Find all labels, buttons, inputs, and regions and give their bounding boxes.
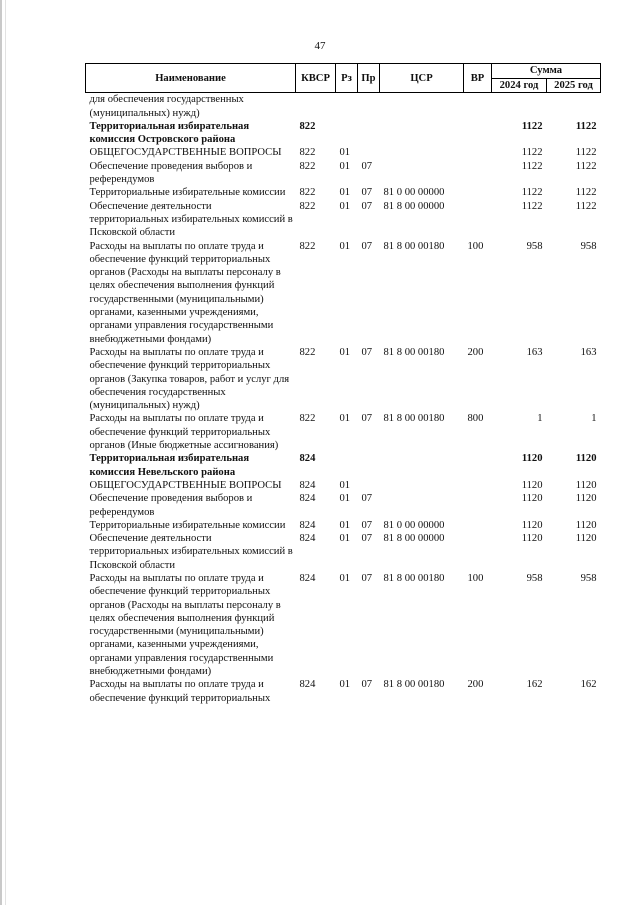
cell-sum-2024: 958 [526,240,543,252]
cell-kvsr: 824 [299,453,316,465]
cell-vr: 200 [467,346,484,358]
table-row [86,479,601,492]
cell-vr [464,519,492,532]
cell-sum-2024: 1122 [521,120,543,132]
cell-rz: 01 [339,479,351,491]
cell-sum-2025: 1122 [575,160,597,172]
cell-rz [336,120,358,147]
cell-csr [380,160,464,187]
cell-name: Территориальная избирательная комиссия Островского района [89,120,250,146]
table-row [86,452,601,479]
cell-name: Расходы на выплаты по оплате труда и обеспечение функций территориальных органов (Иные бюджетные ассигнования) [89,413,279,452]
cell-pr: 07 [361,346,373,358]
cell-name: Территориальная избирательная комиссия Невельского района [89,453,250,478]
cell-name: ОБЩЕГОСУДАРСТВЕННЫЕ ВОПРОСЫ [89,147,282,159]
cell-csr [380,93,464,120]
cell-pr: 07 [361,413,373,425]
cell-sum-2024: 1122 [521,200,543,212]
cell-csr: 81 8 00 00180 [383,572,445,584]
cell-kvsr: 822 [299,160,316,172]
cell-name: Территориальные избирательные комиссии [89,187,286,199]
cell-rz: 01 [339,493,351,505]
cell-kvsr: 822 [299,346,316,358]
cell-sum-2024: 1120 [521,453,543,465]
cell-name: для обеспечения государственных (муниципальных) нужд) [89,94,244,119]
cell-sum-2024: 958 [526,572,543,584]
table-row [86,492,601,519]
cell-csr: 81 8 00 00180 [383,679,445,691]
table-header [86,64,601,93]
table-row [86,519,601,532]
cell-csr: 81 0 00 00000 [383,187,445,199]
cell-sum-2024: 1120 [521,519,543,531]
cell-vr [464,146,492,159]
cell-kvsr: 822 [299,147,316,159]
header-pr: Пр [358,64,380,93]
cell-vr: 100 [467,572,484,584]
cell-sum-2024: 163 [526,346,543,358]
table-row [86,532,601,572]
cell-sum-2025: 1122 [575,200,597,212]
cell-kvsr: 824 [299,533,316,545]
header-vr: ВР [464,64,492,93]
header-kvsr: КВСР [296,64,336,93]
cell-pr [358,93,380,120]
cell-pr: 07 [361,240,373,252]
cell-rz: 01 [339,200,351,212]
cell-name: Территориальные избирательные комиссии [89,519,286,531]
cell-name: Обеспечение проведения выборов и референдумов [89,160,253,186]
cell-sum-2024: 1120 [521,479,543,491]
header-name: Наименование [86,64,296,93]
table-row [86,678,601,705]
cell-rz: 01 [339,240,351,252]
cell-pr [358,452,380,479]
cell-csr: 81 8 00 00000 [383,200,445,212]
cell-sum-2025: 162 [580,679,597,691]
cell-rz: 01 [339,147,351,159]
scan-edge [0,0,2,905]
table-row [86,412,601,452]
cell-kvsr: 824 [299,479,316,491]
cell-kvsr [296,93,336,120]
table-row [86,93,601,120]
cell-pr: 07 [361,160,373,172]
cell-pr: 07 [361,187,373,199]
budget-table [85,63,601,705]
cell-vr [464,452,492,479]
cell-csr: 81 8 00 00000 [383,533,445,545]
cell-rz [336,452,358,479]
cell-rz: 01 [339,346,351,358]
cell-sum-2025: 1120 [575,479,597,491]
cell-sum-2025 [547,93,601,120]
cell-vr: 800 [467,413,484,425]
cell-rz: 01 [339,160,351,172]
cell-kvsr: 824 [299,572,316,584]
cell-sum-2024: 162 [526,679,543,691]
cell-sum-2024: 1122 [521,160,543,172]
cell-vr [464,200,492,240]
cell-pr: 07 [361,493,373,505]
cell-csr [380,452,464,479]
cell-pr: 07 [361,519,373,531]
header-csr: ЦСР [380,64,464,93]
cell-sum-2024: 1 [537,413,543,425]
table-row [86,120,601,147]
cell-rz: 01 [339,187,351,199]
cell-sum-2025: 1120 [575,533,597,545]
cell-sum-2025: 1120 [575,453,597,465]
header-sum: Сумма [492,64,601,79]
cell-sum-2025: 163 [580,346,597,358]
cell-vr [464,492,492,519]
cell-csr: 81 8 00 00180 [383,346,445,358]
table-row [86,160,601,187]
cell-sum-2025: 1 [591,413,597,425]
cell-csr [380,120,464,147]
table-row [86,572,601,678]
cell-kvsr: 824 [299,519,316,531]
cell-vr: 100 [467,240,484,252]
cell-kvsr: 822 [299,413,316,425]
table-row [86,346,601,412]
cell-sum-2025: 958 [580,572,597,584]
cell-vr: 200 [467,679,484,691]
cell-sum-2025: 1120 [575,519,597,531]
cell-kvsr: 822 [299,200,316,212]
cell-pr: 07 [361,679,373,691]
cell-pr [358,479,380,492]
cell-sum-2025: 1122 [575,120,597,132]
cell-vr [464,93,492,120]
cell-sum-2024: 1122 [521,147,543,159]
cell-rz: 01 [339,413,351,425]
cell-csr: 81 8 00 00180 [383,413,445,425]
cell-csr: 81 8 00 00180 [383,240,445,252]
cell-name: Обеспечение проведения выборов и референдумов [89,493,253,518]
cell-sum-2024: 1120 [521,533,543,545]
cell-rz: 01 [339,519,351,531]
header-year-2024: 2024 год [492,79,547,93]
cell-pr [358,146,380,159]
page-number: 47 [314,40,326,52]
cell-name: ОБЩЕГОСУДАРСТВЕННЫЕ ВОПРОСЫ [89,479,282,491]
cell-sum-2025: 1120 [575,493,597,505]
cell-vr [464,160,492,187]
cell-sum-2024: 1120 [521,493,543,505]
cell-sum-2025: 958 [580,240,597,252]
cell-sum-2025: 1122 [575,147,597,159]
cell-sum-2024: 1122 [521,187,543,199]
table-row [86,186,601,199]
cell-name: Обеспечение деятельности территориальных избирательных комиссий в Псковской области [89,533,293,571]
cell-kvsr: 824 [299,679,316,691]
cell-name: Расходы на выплаты по оплате труда и обеспечение функций территориальных органов (Закупка товаров, работ и услуг для обеспечения государственных (муниципальных) нужд) [89,346,290,412]
cell-vr [464,120,492,147]
cell-csr [380,492,464,519]
cell-vr [464,532,492,572]
header-year-2025: 2025 год [547,79,601,93]
table-row [86,200,601,240]
cell-csr [380,146,464,159]
cell-vr [464,186,492,199]
scan-edge-line [5,0,6,905]
table-row [86,146,601,159]
cell-name: Расходы на выплаты по оплате труда и обеспечение функций территориальных органов (Расходы на выплаты персоналу в целях обеспечения выполнения функций государственными (муниципальными) органами, казенными учреждениями, органами управления государственными внебюджетными фондами) [89,572,281,678]
cell-rz: 01 [339,679,351,691]
cell-pr: 07 [361,572,373,584]
header-rz: Рз [336,64,358,93]
cell-name: Расходы на выплаты по оплате труда и обеспечение функций территориальных органов (Расходы на выплаты персоналу в целях обеспечения выполнения функций государственными (муниципальными) органами, казенными учреждениями, органами управления государственными внебюджетными фондами) [89,240,281,345]
cell-sum-2024 [492,93,547,120]
table-body [86,93,601,705]
cell-pr: 07 [361,200,373,212]
table-row [86,240,601,346]
cell-rz: 01 [339,572,351,584]
cell-pr [358,120,380,147]
cell-csr: 81 0 00 00000 [383,519,445,531]
cell-kvsr: 822 [299,187,316,199]
cell-kvsr: 822 [299,120,316,132]
cell-kvsr: 824 [299,493,316,505]
cell-kvsr: 822 [299,240,316,252]
cell-rz [336,93,358,120]
cell-name: Обеспечение деятельности территориальных избирательных комиссий в Псковской области [89,200,293,239]
cell-rz: 01 [339,533,351,545]
cell-pr: 07 [361,533,373,545]
cell-name: Расходы на выплаты по оплате труда и обеспечение функций территориальных [89,679,271,704]
cell-sum-2025: 1122 [575,187,597,199]
cell-csr [380,479,464,492]
cell-vr [464,479,492,492]
